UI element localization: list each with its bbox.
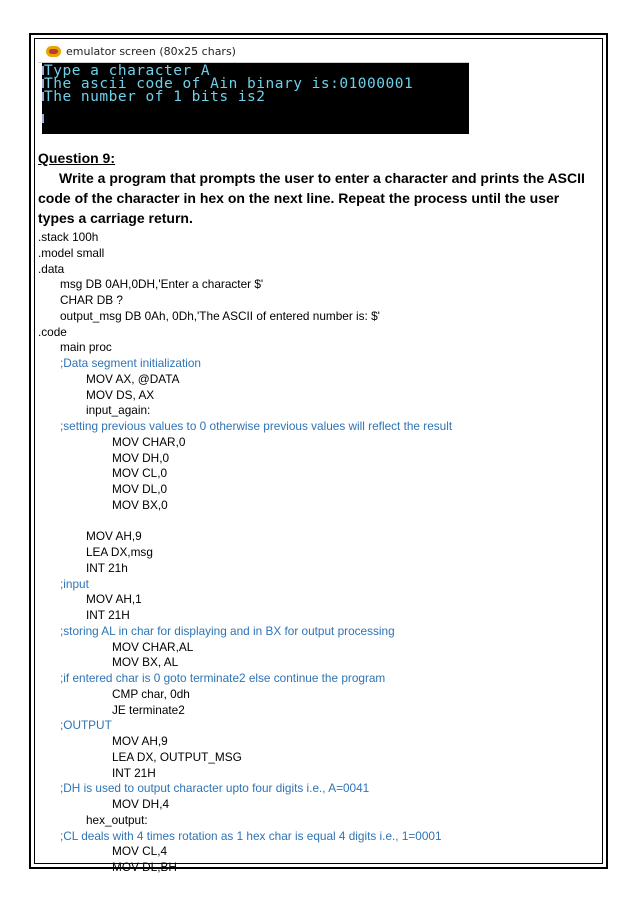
code-line: MOV DH,0 — [112, 450, 170, 465]
code-line: .stack 100h — [38, 230, 99, 244]
code-line: INT 21H — [112, 765, 156, 780]
code-line: LEA DX, OUTPUT_MSG — [112, 749, 242, 764]
code-line: MOV CHAR,0 — [112, 434, 186, 449]
code-line: MOV BX, AL — [112, 655, 179, 670]
code-line: MOV DL,0 — [112, 482, 168, 496]
emulator-console — [38, 63, 469, 134]
code-line: .code — [38, 324, 67, 339]
console-cursor-mark — [42, 114, 44, 123]
question-body: Write a program that prompts the user to enter a character and prints the ASCII code of the character in hex on the next line. Repeat the process until the user types a carriage return. — [38, 170, 585, 226]
code-line: JE terminate2 — [112, 702, 185, 717]
code-line: .data — [38, 261, 65, 276]
code-listing — [38, 230, 598, 876]
code-line: MOV AH,9 — [112, 734, 168, 748]
code-line: CHAR DB ? — [60, 293, 123, 307]
code-line: INT 21h — [86, 560, 128, 575]
code-line: MOV AH,1 — [86, 592, 142, 607]
code-line: .model small — [38, 245, 105, 260]
code-comment-line: ;if entered char is 0 goto terminate2 else continue the program — [60, 671, 386, 685]
code-line: main proc — [60, 340, 112, 355]
code-line: MOV CL,0 — [112, 466, 168, 481]
question-title: Question 9: — [38, 150, 116, 166]
code-line: LEA DX,msg — [86, 545, 153, 559]
code-comment-line: ;CL deals with 4 times rotation as 1 hex char is equal 4 digits i.e., 1=0001 — [60, 828, 442, 843]
code-comment-line: ;OUTPUT — [60, 718, 112, 733]
code-line — [38, 514, 598, 530]
code-line: hex_output: — [86, 812, 148, 827]
code-comment-line: ;input — [60, 576, 89, 591]
emu8086-logo-icon — [46, 46, 61, 57]
console-line: The ascii code of Ain binary is:01000001 — [44, 76, 414, 92]
code-comment-line: ;DH is used to output character upto four digits i.e., A=0041 — [60, 781, 370, 796]
emulator-screenshot — [38, 40, 469, 134]
code-comment-line: ;Data segment initialization — [60, 356, 201, 370]
console-line: The number of 1 bits is2 — [44, 89, 266, 105]
code-line: MOV AX, @DATA — [86, 371, 180, 386]
console-line: Type a character A — [44, 63, 211, 79]
code-line: output_msg DB 0Ah, 0Dh,'The ASCII of entered number is: $' — [60, 308, 380, 323]
code-line: INT 21H — [86, 608, 130, 622]
document-content — [38, 148, 598, 876]
emulator-title: emulator screen (80x25 chars) — [66, 44, 236, 58]
code-line: MOV CHAR,AL — [112, 639, 194, 654]
code-line: MOV DH,4 — [112, 797, 170, 811]
code-line: MOV DS, AX — [86, 387, 155, 402]
code-line: MOV CL,4 — [112, 844, 168, 859]
code-comment-line: ;setting previous values to 0 otherwise previous values will reflect the result — [60, 419, 453, 433]
emulator-title-bar — [38, 40, 469, 63]
code-comment-line: ;storing AL in char for displaying and in BX for output processing — [60, 623, 395, 638]
code-line: input_again: — [86, 403, 151, 418]
code-line: msg DB 0AH,0DH,'Enter a character $' — [60, 277, 264, 292]
code-line: MOV BX,0 — [112, 497, 168, 512]
code-line: MOV AH,9 — [86, 529, 142, 544]
code-line: MOV DL,BH — [112, 860, 177, 874]
code-line: CMP char, 0dh — [112, 686, 190, 701]
